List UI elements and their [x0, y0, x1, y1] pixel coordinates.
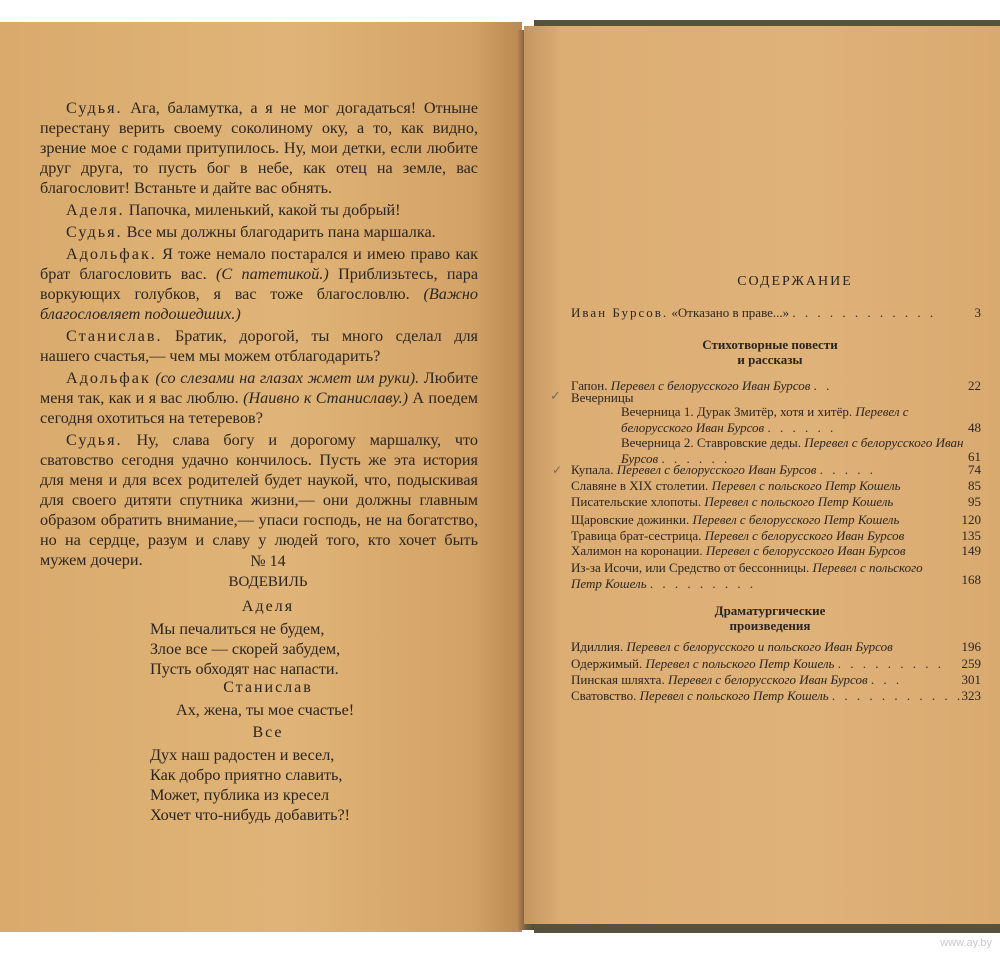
- watermark: www.ay.by: [940, 937, 992, 949]
- toc-entry: Славяне в XIX столетии. Перевел с польского Петр Кошель 85: [571, 478, 981, 493]
- toc-section-drama: Драматургические произведения: [714, 603, 826, 633]
- singer-adelya: Аделя: [241, 598, 295, 615]
- verse-all: Дух наш радостен и весел, Как добро приятно славить, Может, публика из кресел Хочет что-нибудь добавить?!: [150, 746, 351, 824]
- paragraph: Судья. Ну, слава богу и дорогому маршалку, что сватовство сегодня удачно кончилось. Пусть же эта история для меня и для всех родителей будет наукой, что, подыскивая для своего дитяти спутника жизни,— они должны главным образом обратить внимание,— упаси господь, не на богатство, но на сердце, разум и славу у людей того, кто хочет быть мужем дочери.: [40, 431, 478, 569]
- toc-entry: Гапон. Перевел с белорусского Иван Бурсов . . 22: [571, 378, 981, 393]
- paragraph: Судья. Все мы должны благодарить пана маршалка.: [66, 223, 436, 241]
- toc-title: СОДЕРЖАНИЕ: [737, 274, 853, 289]
- toc-entry: Травица брат-сестрица. Перевел с белорусского Иван Бурсов 135: [571, 528, 981, 543]
- paragraph: Станислав. Братик, дорогой, ты много сделал для нашего счастья,— чем мы можем отблагодарить?: [40, 327, 478, 365]
- toc-entry: Сватовство. Перевел с польского Петр Кошель . . . . . . . . . . . 323: [571, 688, 981, 703]
- toc-entry: Идиллия. Перевел с белорусского и польского Иван Бурсов 196: [571, 639, 981, 654]
- singer-stanislav: Станислав: [223, 679, 313, 696]
- singer-all: Все: [252, 724, 284, 741]
- check-mark-icon: ✓: [552, 463, 563, 477]
- toc-entry: Одержимый. Перевел с польского Петр Кошель . . . . . . . . . 259: [571, 656, 981, 671]
- toc-section-poems: Стихотворные повести и рассказы: [702, 337, 838, 367]
- toc-entry: Вечерницы: [571, 390, 634, 405]
- toc-entry: Иван Бурсов. «Отказано в праве...» . . . . . . . . . . . . 3: [571, 305, 981, 320]
- toc-entry: Писательские хлопоты. Перевел с польского Петр Кошель 95: [571, 494, 981, 509]
- song-heading: ВОДЕВИЛЬ: [228, 574, 308, 590]
- paragraph: Судья. Ага, баламутка, а я не мог догадаться! Отныне перестану верить своему соколиному оку, а то, как видно, зрение мое с годами притупилось. Ну, мои детки, если любите друг друга, то пусть бог в небе, как отец на земле, вас благословит! Встаньте и дайте вас обнять.: [40, 99, 479, 197]
- left-prose: [40, 98, 478, 570]
- verse-stanislav: Ах, жена, ты мое счастье!: [176, 701, 355, 719]
- check-mark-icon: ✓: [550, 388, 561, 403]
- toc-entry: Купала. Перевел с белорусского Иван Бурсов . . . . . 74: [571, 462, 981, 477]
- toc-entry: Халимон на коронации. Перевел с белорусского Иван Бурсов 149: [571, 543, 981, 558]
- toc-entry: Вечерница 1. Дурак Змитёр, хотя и хитёр. Перевел с белорусского Иван Бурсов . . . . . . 48: [621, 404, 981, 435]
- paragraph: Адольфак (со слезами на глазах жмет им руки). Любите меня так, как и я вас люблю. (Наивно к Станиславу.) А поедем сегодня охотиться на тетеревов?: [40, 369, 479, 427]
- toc-entry: Из-за Исочи, или Средство от бессонницы. Перевел с польского Петр Кошель . . . . . . . . . 168: [571, 560, 981, 591]
- song-number: № 14: [250, 553, 286, 570]
- toc-entry: Вечерница 2. Ставровские деды. Перевел с белорусского Иван Бурсов . . . . . . 61: [621, 435, 981, 466]
- paragraph: Аделя. Папочка, миленький, какой ты добрый!: [66, 201, 401, 219]
- paragraph: Адольфак. Я тоже немало постарался и имею право как брат благословить вас. (С патетикой.) Приблизьтесь, пара воркующих голубков, я вас тоже благословлю. (Важно благословляет подошедших.): [40, 245, 479, 323]
- toc-entry: Пинская шляхта. Перевел с белорусского Иван Бурсов . . . 301: [571, 672, 981, 687]
- verse-adelya: Мы печалиться не будем, Злое все — скорей забудем, Пусть обходят нас напасти.: [150, 620, 341, 678]
- toc-entry: Щаровские дожинки. Перевел с белорусского Петр Кошель 120: [571, 512, 981, 527]
